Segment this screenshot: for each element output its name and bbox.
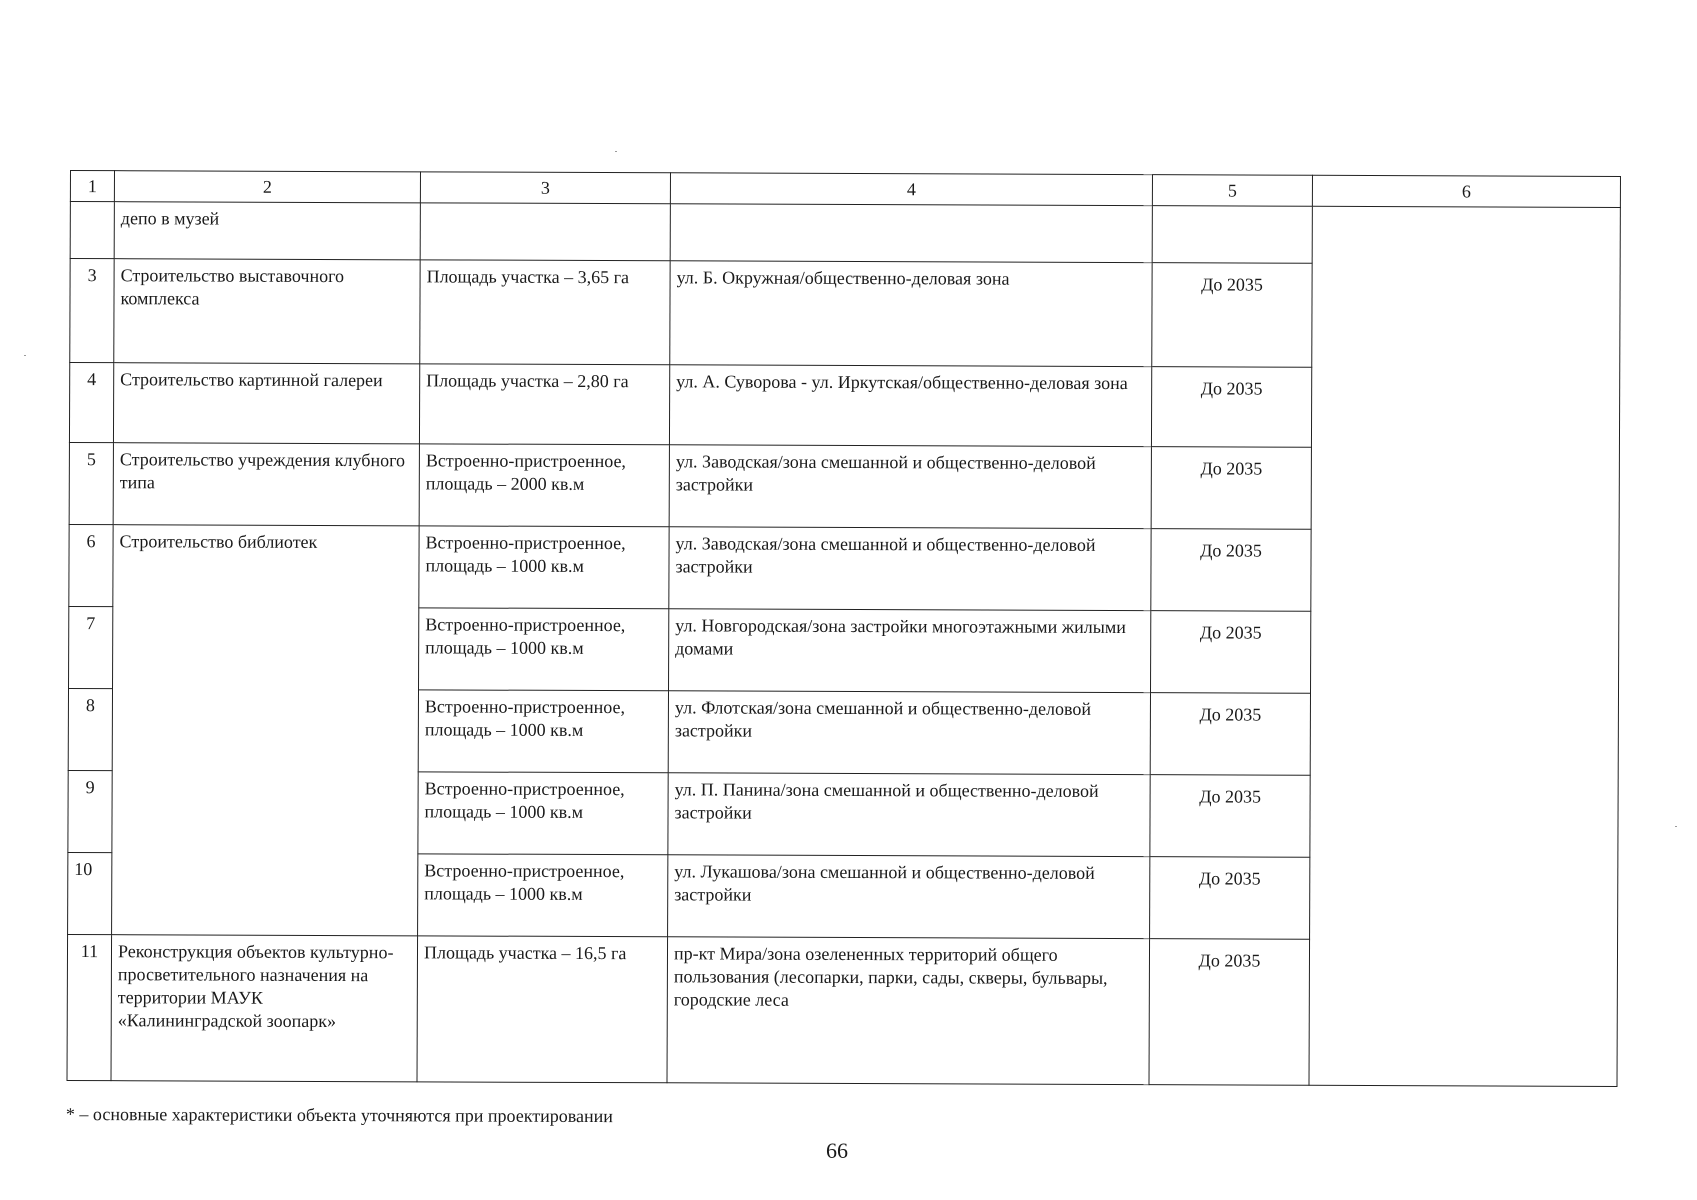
object-name: Строительство библиотек — [112, 525, 420, 936]
object-location: ул. Новгородская/зона застройки многоэтажными жилыми домами — [669, 609, 1151, 693]
object-name: Строительство выставочного комплекса — [114, 259, 420, 364]
implementation-term: До 2035 — [1150, 693, 1310, 776]
object-parameters: Площадь участка – 16,5 га — [417, 936, 668, 1083]
row-number: 10 — [68, 852, 112, 934]
page-number: 66 — [826, 1138, 848, 1163]
object-parameters — [420, 203, 670, 261]
object-parameters: Площадь участка – 3,65 га — [420, 260, 670, 365]
scan-speck — [1675, 826, 1677, 827]
implementation-term: До 2035 — [1151, 529, 1311, 612]
object-parameters: Встроенно-пристроенное, площадь – 2000 кв.м — [419, 444, 669, 527]
object-parameters: Встроенно-пристроенное, площадь – 1000 кв.м — [419, 526, 669, 609]
object-location: ул. П. Панина/зона смешанной и общественно-деловой застройки — [668, 773, 1150, 857]
scan-speck — [615, 151, 617, 152]
implementation-term: До 2035 — [1152, 263, 1312, 368]
table-row — [70, 202, 1620, 265]
implementation-term: До 2035 — [1150, 857, 1310, 940]
row-number: 6 — [69, 524, 113, 606]
implementation-term: До 2035 — [1151, 367, 1311, 448]
scan-speck — [24, 355, 26, 356]
object-name: Реконструкция объектов культурно-просветительного назначения на территории МАУК «Калининградской зоопарк» — [111, 935, 418, 1082]
row-number — [70, 202, 114, 259]
footnote: * – основные характеристики объекта уточняются при проектировании — [65, 1104, 613, 1127]
row-number: 4 — [69, 363, 113, 443]
notes-cell — [1309, 206, 1620, 1086]
implementation-term: До 2035 — [1151, 611, 1311, 694]
object-name: Строительство картинной галереи — [113, 363, 419, 444]
object-location: ул. А. Суворова - ул. Иркутская/общественно-деловая зона — [669, 365, 1151, 447]
row-number: 7 — [69, 606, 113, 688]
column-number-header: 4 — [670, 173, 1152, 206]
column-number-header: 3 — [420, 172, 670, 204]
object-location: ул. Заводская/зона смешанной и общественно-деловой застройки — [669, 445, 1151, 529]
row-number: 5 — [69, 442, 113, 524]
object-name: депо в музей — [114, 202, 420, 260]
implementation-term: До 2035 — [1150, 775, 1310, 858]
column-number-header: 5 — [1152, 175, 1312, 207]
object-parameters: Площадь участка – 2,80 га — [419, 364, 669, 445]
object-parameters: Встроенно-пристроенное, площадь – 1000 кв.м — [418, 854, 668, 937]
object-parameters: Встроенно-пристроенное, площадь – 1000 кв.м — [419, 608, 669, 691]
row-number: 11 — [67, 934, 112, 1080]
column-number-header: 6 — [1312, 175, 1620, 207]
implementation-term — [1152, 206, 1312, 264]
object-location: ул. Флотская/зона смешанной и общественно-деловой застройки — [668, 691, 1150, 775]
object-location: ул. Лукашова/зона смешанной и общественно-деловой застройки — [668, 855, 1150, 939]
row-number: 3 — [70, 259, 114, 363]
object-parameters: Встроенно-пристроенное, площадь – 1000 кв.м — [418, 690, 668, 773]
column-number-header: 1 — [70, 171, 114, 202]
object-location: пр-кт Мира/зона озелененных территорий общего пользования (лесопарки, парки, сады, скверы, бульвары, городские леса — [667, 937, 1150, 1085]
object-location: ул. Б. Окружная/общественно-деловая зона — [670, 261, 1152, 367]
object-location — [670, 204, 1152, 263]
objects-table — [67, 170, 1621, 1087]
row-number: 8 — [68, 688, 112, 770]
object-name: Строительство учреждения клубного типа — [113, 443, 419, 526]
row-number: 9 — [68, 770, 112, 852]
column-number-header: 2 — [114, 171, 420, 203]
object-parameters: Встроенно-пристроенное, площадь – 1000 кв.м — [418, 772, 668, 855]
implementation-term: До 2035 — [1149, 939, 1310, 1086]
object-location: ул. Заводская/зона смешанной и общественно-деловой застройки — [669, 527, 1151, 611]
implementation-term: До 2035 — [1151, 447, 1311, 530]
